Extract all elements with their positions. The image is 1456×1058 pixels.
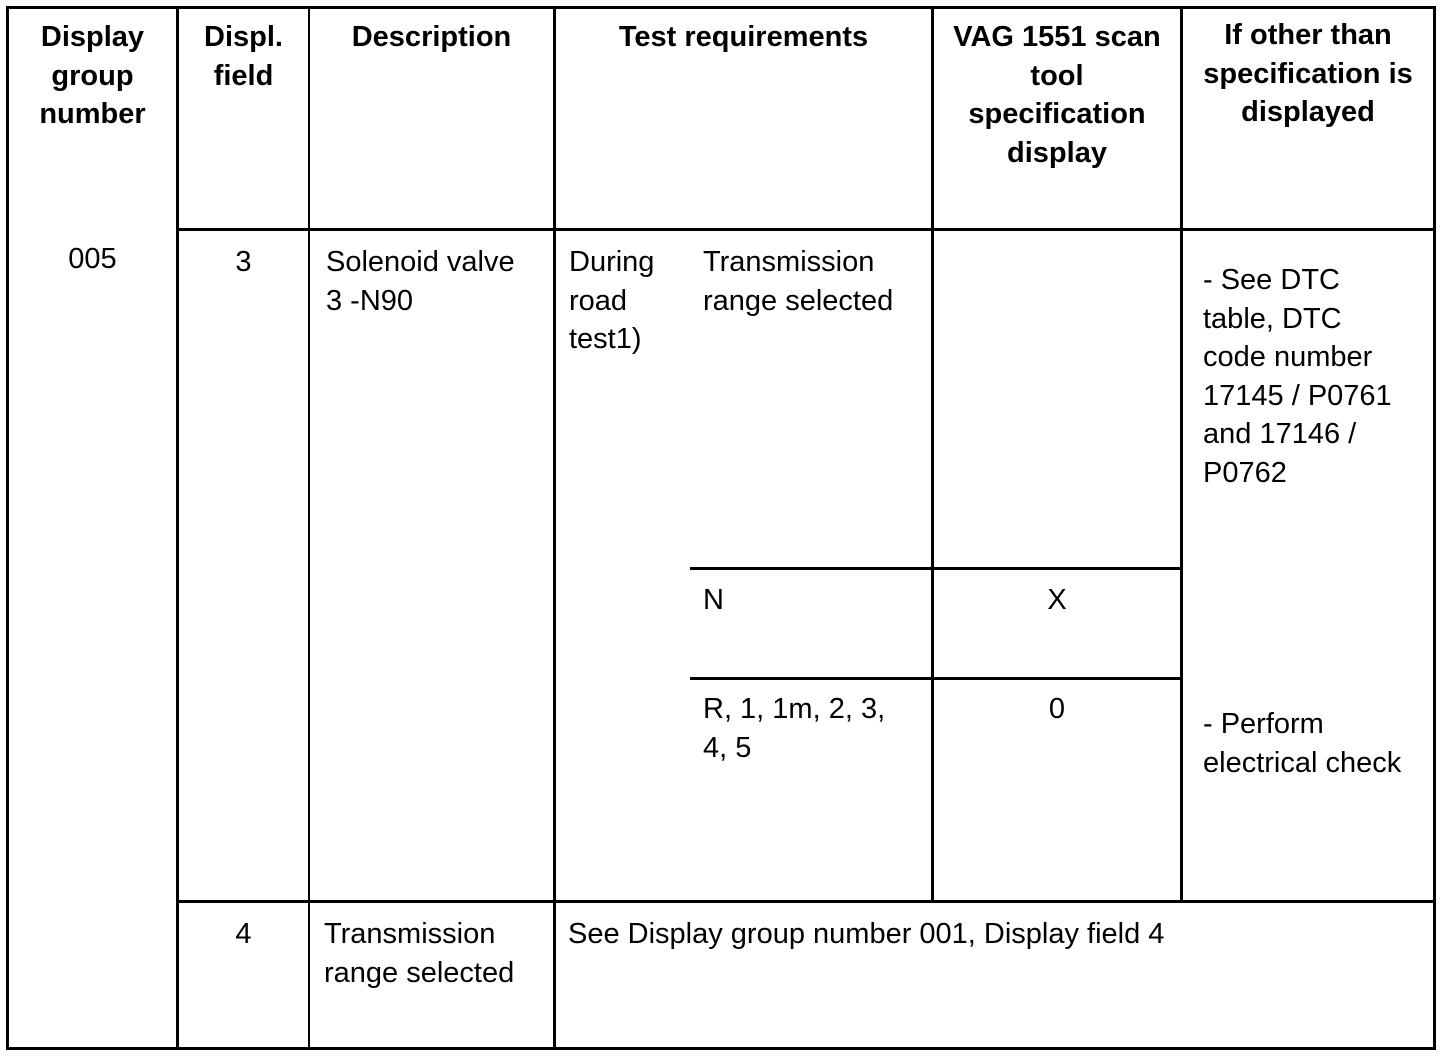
header-displ-field: Displ. field <box>204 21 283 92</box>
action-see-dtc-table: - See DTC table, DTC code number 17145 / P0761 and 17146 / P0762 <box>1203 264 1392 489</box>
row-3-field: 3 <box>235 246 252 278</box>
header-bottom-rule <box>178 228 1436 231</box>
row-3-range-label: Transmission range selected <box>703 246 894 317</box>
table-border-left <box>6 6 9 1050</box>
header-vag-spec: VAG 1551 scan tool specification display <box>953 21 1161 169</box>
subrow-1-range: N <box>703 584 724 616</box>
row-4-note: See Display group number 001, Display field 4 <box>568 918 1165 950</box>
divider-col-3 <box>553 6 556 1050</box>
table-border-right <box>1433 6 1436 1050</box>
row-4-field: 4 <box>235 918 252 950</box>
subrow-2-range: R, 1, 1m, 2, 3, 4, 5 <box>703 693 886 764</box>
subrow-rule-1 <box>690 567 1183 570</box>
divider-col-6 <box>1180 6 1183 902</box>
subrow-rule-2 <box>690 677 1183 680</box>
row-4-description: Transmission range selected <box>324 918 515 989</box>
subrow-1-spec: X <box>1047 584 1067 616</box>
row-3-condition: During road test1) <box>569 246 655 355</box>
table-border-bottom <box>6 1047 1436 1050</box>
row-3-description: Solenoid valve 3 -N90 <box>326 246 515 317</box>
header-test-requirements: Test requirements <box>618 21 869 53</box>
action-perform-electrical-check: - Perform electrical check <box>1203 708 1402 779</box>
table-border-top <box>6 6 1436 9</box>
group-number: 005 <box>68 243 117 275</box>
header-description: Description <box>351 21 512 53</box>
row-rule-field-4 <box>178 900 1436 903</box>
header-display-group: Display group number <box>39 21 146 130</box>
divider-col-2 <box>308 6 310 1050</box>
divider-col-1 <box>176 6 179 1050</box>
header-if-other: If other than specification is displayed <box>1203 19 1413 128</box>
subrow-2-spec: 0 <box>1048 693 1066 725</box>
